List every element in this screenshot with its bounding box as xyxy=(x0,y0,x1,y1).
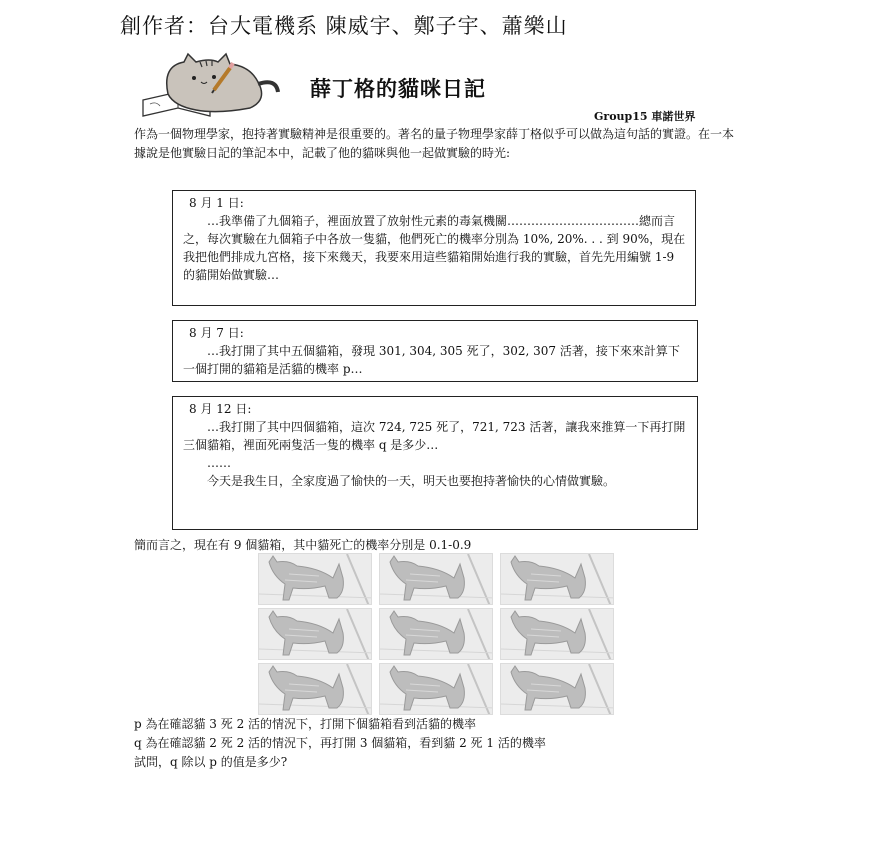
entry-text: 今天是我生日，全家度過了愉快的一天，明天也要抱持著愉快的心情做實驗。 xyxy=(207,474,616,488)
pusheen-writing-illustration xyxy=(138,52,288,120)
entry-date: 8 月 12 日: xyxy=(189,402,252,416)
cat-photo xyxy=(379,553,493,605)
cat-photo xyxy=(379,608,493,660)
diary-entry-aug-12 xyxy=(172,396,698,530)
cat-photo xyxy=(258,663,372,715)
entry-text: …我準備了九個箱子，裡面放置了放射性元素的毒氣機關……………………………總而言之，每次實驗在九個箱子中各放一隻貓，他們死亡的機率分別為 10%, 20%. . . 到 90%，現在我把他們排成九宮格，接下來幾天，我要來用這些貓箱開始進行我的實驗，首先先用編號 1-9 的貓開始做實驗… xyxy=(183,214,686,282)
cat-photo xyxy=(379,663,493,715)
question-block xyxy=(134,715,546,772)
cat-photo xyxy=(258,553,372,605)
intro-paragraph: 作為一個物理學家，抱持著實驗精神是很重要的。著名的量子物理學家薛丁格似乎可以做為這句話的實證。在一本據說是他實驗日記的筆記本中，記載了他的貓咪與他一起做實驗的時光: xyxy=(134,127,735,160)
entry-date: 8 月 1 日: xyxy=(189,196,244,210)
entry-text: …我打開了其中四個貓箱，這次 724, 725 死了，721, 723 活著，讓我來推算一下再打開三個貓箱，裡面死兩隻活一隻的機率 q 是多少… xyxy=(183,420,686,452)
diary-entry-aug-1 xyxy=(172,190,696,306)
cat-photo xyxy=(500,608,614,660)
group-label: Group15 車諾世界 xyxy=(594,110,696,123)
question-ask: 試問，q 除以 p 的值是多少? xyxy=(134,755,288,769)
cat-photo xyxy=(500,553,614,605)
authors-header: 創作者：台大電機系 陳威宇、鄭子宇、蕭樂山 xyxy=(120,14,568,38)
cat-photo xyxy=(258,608,372,660)
cat-photo xyxy=(500,663,614,715)
diary-entry-aug-7 xyxy=(172,320,698,382)
question-p-definition: p 為在確認貓 3 死 2 活的情況下，打開下個貓箱看到活貓的機率 xyxy=(134,717,477,731)
entry-ellipsis: …… xyxy=(207,456,231,470)
entry-text: …我打開了其中五個貓箱，發現 301, 304, 305 死了，302, 307 活著，接下來來計算下一個打開的貓箱是活貓的機率 p… xyxy=(183,344,680,376)
entry-date: 8 月 7 日: xyxy=(189,326,244,340)
question-q-definition: q 為在確認貓 2 死 2 活的情況下，再打開 3 個貓箱，看到貓 2 死 1 活的機率 xyxy=(134,736,546,750)
cat-photo-grid xyxy=(258,553,614,715)
page-title: 薛丁格的貓咪日記 xyxy=(310,76,486,101)
summary-line: 簡而言之，現在有 9 個貓箱，其中貓死亡的機率分別是 0.1-0.9 xyxy=(134,538,472,552)
